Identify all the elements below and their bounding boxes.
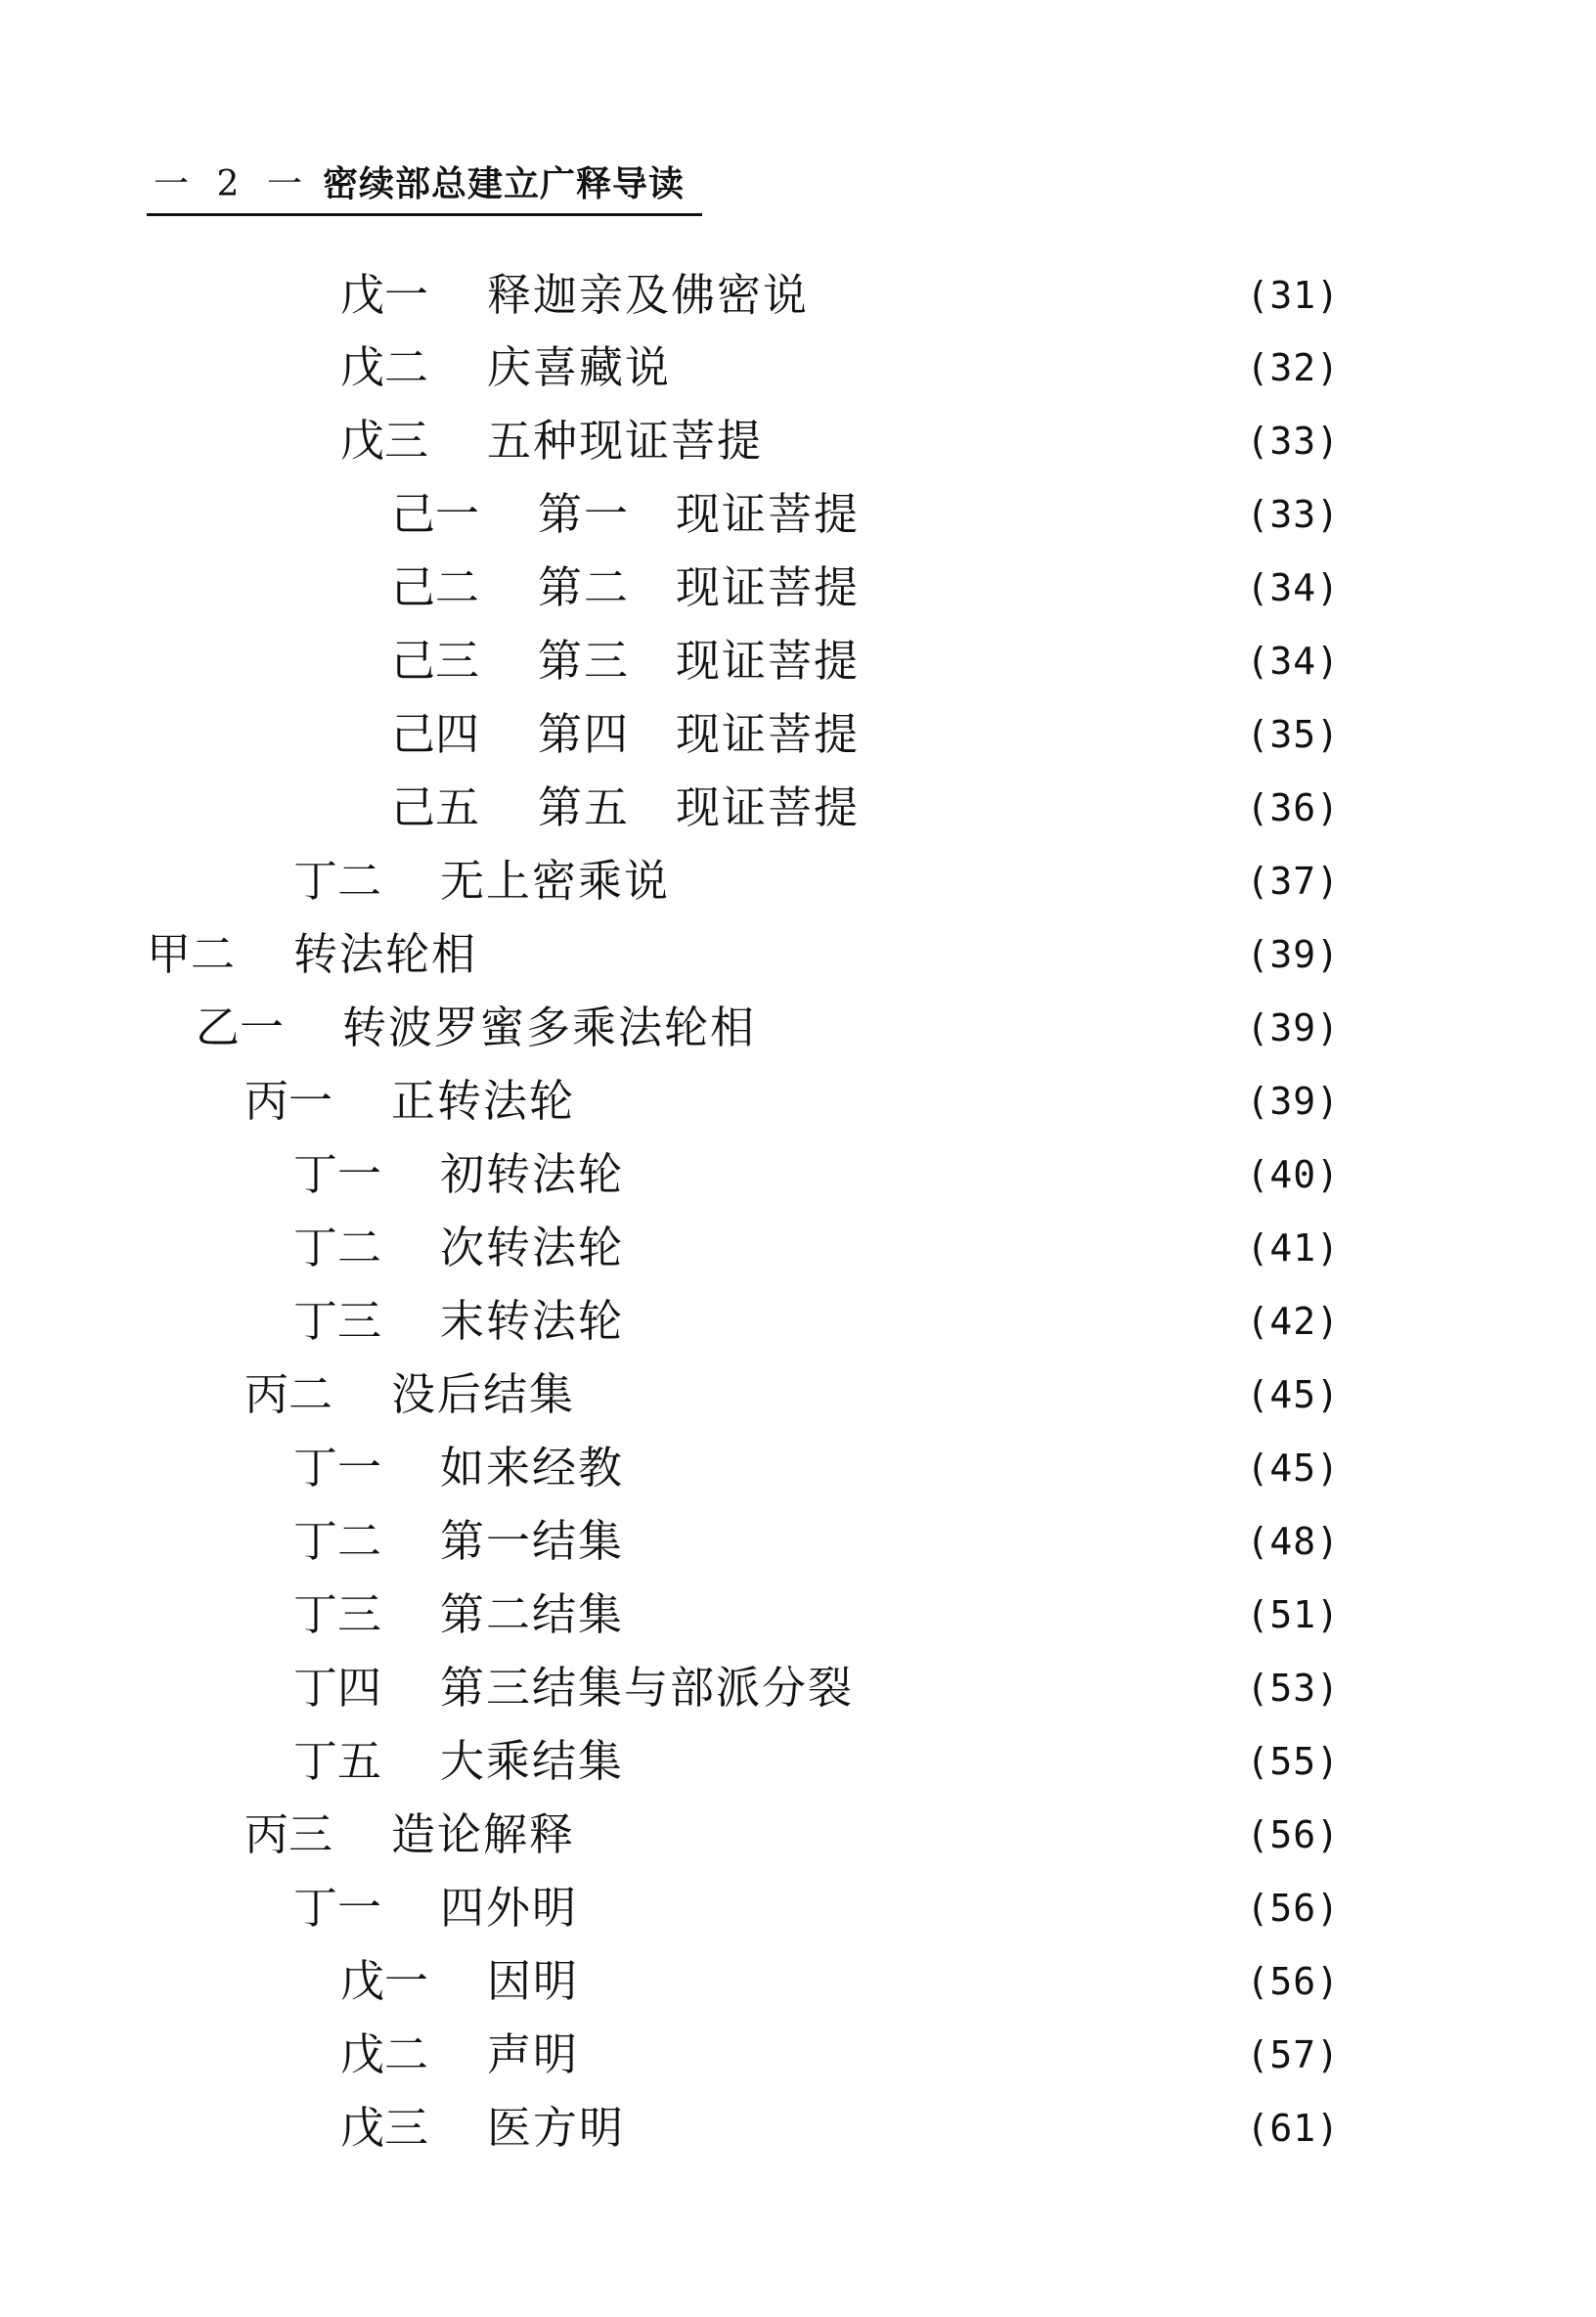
header-dash-right: 一 — [266, 164, 302, 204]
toc-entry — [244, 1805, 1340, 1864]
dot-leader — [685, 338, 1234, 397]
toc-entry-page: (51) — [1246, 1593, 1340, 1636]
toc-entry — [391, 558, 1340, 617]
toc-entry-page: (36) — [1246, 786, 1340, 829]
dot-leader — [873, 485, 1234, 544]
toc-entry — [391, 485, 1340, 544]
toc-entry-number: 戊二 — [340, 341, 429, 393]
toc-entry — [293, 1219, 1340, 1277]
toc-entry-page: (45) — [1246, 1447, 1340, 1490]
toc-entry — [340, 2026, 1340, 2084]
toc-entry — [293, 1512, 1340, 1571]
toc-entry — [244, 1072, 1340, 1131]
toc-entry — [340, 1952, 1340, 2011]
toc-entry-page: (56) — [1246, 1960, 1340, 2003]
toc-entry-page: (40) — [1246, 1153, 1340, 1196]
toc-entry-page: (45) — [1246, 1373, 1340, 1416]
toc-entry-title: 次转法轮 — [440, 1222, 625, 1273]
toc-entry-title: 第三结集与部派分裂 — [440, 1662, 855, 1714]
dot-leader — [589, 1365, 1234, 1424]
header-dash-left: 一 — [153, 164, 189, 204]
toc-entry-number: 戊三 — [340, 2102, 429, 2154]
dot-leader — [593, 2026, 1234, 2084]
toc-entry-page: (57) — [1246, 2033, 1340, 2076]
toc-entry-page: (42) — [1246, 1300, 1340, 1343]
toc-entry — [391, 779, 1340, 837]
toc-entry-title: 第五 现证菩提 — [538, 781, 861, 833]
toc-entry — [293, 1732, 1340, 1791]
toc-entry-page: (32) — [1246, 346, 1340, 389]
dot-leader — [873, 632, 1234, 691]
dot-leader — [638, 1292, 1234, 1351]
toc-entry — [293, 1292, 1340, 1351]
toc-entry — [340, 2099, 1340, 2158]
toc-entry — [391, 632, 1340, 691]
dot-leader — [638, 1145, 1234, 1204]
toc-entry-title: 释迦亲及佛密说 — [487, 269, 810, 321]
dot-leader — [589, 1072, 1234, 1131]
dot-leader — [638, 1439, 1234, 1497]
toc-entry-title: 第三 现证菩提 — [538, 635, 861, 687]
toc-entry-page: (39) — [1246, 1080, 1340, 1123]
toc-entry-number: 丁三 — [293, 1588, 382, 1640]
toc-entry-number: 丁二 — [293, 1222, 382, 1273]
dot-leader — [822, 266, 1234, 325]
toc-entry-title: 无上密乘说 — [440, 855, 671, 907]
dot-leader — [873, 558, 1234, 617]
toc-entry-title: 第二 现证菩提 — [538, 561, 861, 613]
toc-entry — [244, 1365, 1340, 1424]
toc-entry-page: (56) — [1246, 1813, 1340, 1856]
toc-entry-number: 己二 — [391, 561, 480, 613]
dot-leader — [638, 1219, 1234, 1277]
toc-entry-page: (37) — [1246, 860, 1340, 903]
toc-entry-number: 丁五 — [293, 1735, 382, 1787]
toc-entry — [340, 412, 1340, 470]
toc-entry-number: 丁三 — [293, 1295, 382, 1347]
toc-entry-page: (41) — [1246, 1226, 1340, 1270]
toc-entry-number: 己三 — [391, 635, 480, 687]
toc-entry-title: 没后结集 — [391, 1368, 576, 1420]
toc-entry-title: 声明 — [487, 2028, 580, 2080]
toc-entry — [293, 1879, 1340, 1938]
toc-entry-title: 末转法轮 — [440, 1295, 625, 1347]
dot-leader — [684, 852, 1234, 911]
toc-entry-number: 丁二 — [293, 1515, 382, 1567]
toc-entry — [293, 1659, 1340, 1717]
header-page-number: 2 — [216, 164, 240, 204]
toc-entry-page: (34) — [1246, 640, 1340, 683]
toc-entry-title: 五种现证菩提 — [487, 415, 764, 467]
dot-leader — [589, 1805, 1234, 1864]
toc-entry — [293, 1585, 1340, 1644]
toc-entry — [293, 1145, 1340, 1204]
toc-entry-number: 丁一 — [293, 1148, 382, 1200]
toc-entry-title: 庆喜藏说 — [487, 341, 672, 393]
toc-entry-number: 乙一 — [196, 1002, 285, 1053]
toc-entry-number: 甲二 — [147, 928, 236, 980]
toc-entry-number: 戊一 — [340, 1955, 429, 2007]
toc-entry-title: 第一 现证菩提 — [538, 488, 861, 540]
dot-leader — [873, 705, 1234, 764]
toc-entry-number: 戊二 — [340, 2028, 429, 2080]
toc-entry — [147, 925, 1340, 984]
toc-entry-page: (39) — [1246, 933, 1340, 976]
toc-entry-title: 转波罗蜜多乘法轮相 — [342, 1002, 757, 1053]
toc-entry — [391, 705, 1340, 764]
toc-entry — [340, 266, 1340, 325]
dot-leader — [867, 1659, 1234, 1717]
toc-entry-number: 丁一 — [293, 1882, 382, 1934]
toc-entry — [340, 338, 1340, 397]
toc-entry-number: 戊三 — [340, 415, 429, 467]
toc-entry — [293, 1439, 1340, 1497]
toc-entry-title: 四外明 — [440, 1882, 579, 1934]
toc-entry-page: (48) — [1246, 1520, 1340, 1563]
toc-entry-title: 因明 — [487, 1955, 580, 2007]
toc-entry-page: (33) — [1246, 420, 1340, 463]
toc-entry-number: 丙二 — [244, 1368, 333, 1420]
toc-entry-number: 己四 — [391, 708, 480, 760]
toc-entry-title: 第四 现证菩提 — [538, 708, 861, 760]
dot-leader — [638, 1585, 1234, 1644]
toc-entry-title: 大乘结集 — [440, 1735, 625, 1787]
toc-entry-title: 转法轮相 — [293, 928, 478, 980]
dot-leader — [776, 412, 1234, 470]
toc-entry-page: (39) — [1246, 1006, 1340, 1049]
dot-leader — [592, 1879, 1234, 1938]
toc-entry-page: (33) — [1246, 493, 1340, 536]
toc-entry-title: 如来经教 — [440, 1442, 625, 1493]
dot-leader — [873, 779, 1234, 837]
toc-entry-title: 造论解释 — [391, 1808, 576, 1860]
toc-entry-number: 丁四 — [293, 1662, 382, 1714]
toc-entry-number: 丁二 — [293, 855, 382, 907]
toc-entry-number: 丁一 — [293, 1442, 382, 1493]
toc-entry-number: 丙三 — [244, 1808, 333, 1860]
dot-leader — [593, 1952, 1234, 2011]
toc-entry-page: (61) — [1246, 2107, 1340, 2150]
toc-entry-title: 第二结集 — [440, 1588, 625, 1640]
toc-entry — [293, 852, 1340, 911]
dot-leader — [638, 1512, 1234, 1571]
toc-entry-page: (34) — [1246, 566, 1340, 609]
toc-entry-page: (55) — [1246, 1740, 1340, 1783]
dot-leader — [491, 925, 1234, 984]
toc-entry-page: (35) — [1246, 713, 1340, 756]
toc-entry-title: 第一结集 — [440, 1515, 625, 1567]
toc-entry-number: 己一 — [391, 488, 480, 540]
toc-entry-page: (56) — [1246, 1887, 1340, 1930]
header-book-title: 密续部总建立广释导读 — [323, 164, 686, 204]
dot-leader — [639, 2099, 1234, 2158]
toc-entry-title: 医方明 — [487, 2102, 626, 2154]
toc-entry-title: 正转法轮 — [391, 1075, 576, 1127]
toc-entry-page: (31) — [1246, 274, 1340, 317]
toc-entry-page: (53) — [1246, 1667, 1340, 1710]
toc-entry-number: 戊一 — [340, 269, 429, 321]
toc-entry-title: 初转法轮 — [440, 1148, 625, 1200]
dot-leader — [638, 1732, 1234, 1791]
toc-entry-number: 己五 — [391, 781, 480, 833]
toc-entry — [196, 999, 1340, 1057]
dot-leader — [770, 999, 1234, 1057]
toc-entry-number: 丙一 — [244, 1075, 333, 1127]
